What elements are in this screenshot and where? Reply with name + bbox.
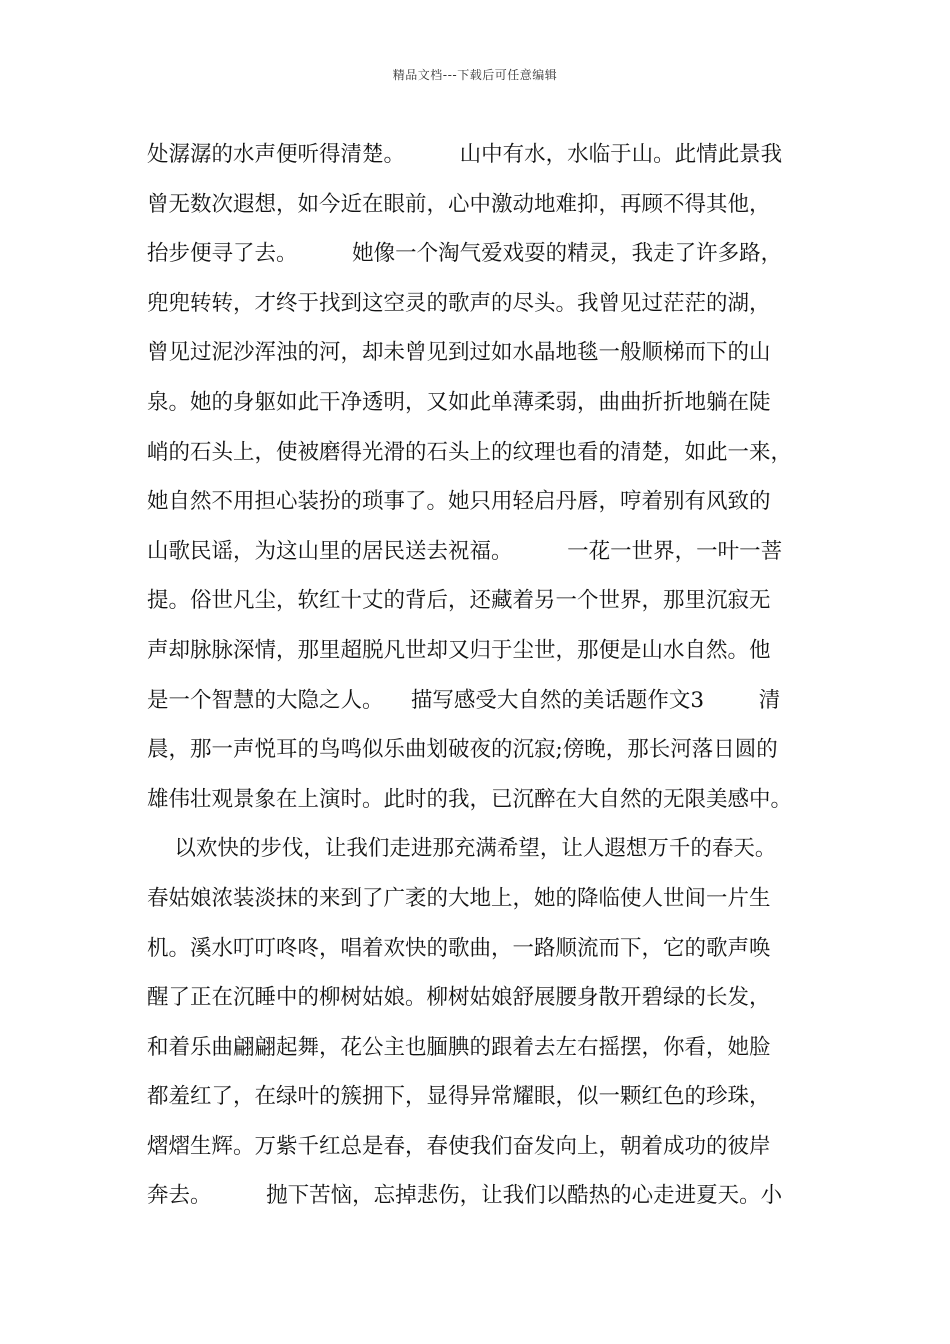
- text-line: 处潺潺的水声便听得清楚。 山中有水，水临于山。此情此景我: [147, 142, 783, 167]
- text-line: 曾见过泥沙浑浊的河，却未曾见到过如水晶地毯一般顺梯而下的山: [147, 340, 771, 366]
- text-line: 和着乐曲翩翩起舞，花公主也腼腆的跟着去左右摇摆，你看，她脸: [147, 1034, 771, 1060]
- text-line: 晨，那一声悦耳的鸟鸣似乐曲划破夜的沉寂;傍晚，那长河落日圆的: [147, 737, 778, 763]
- text-line: 曾无数次遐想，如今近在眼前，心中激动地难抑，再顾不得其他，: [147, 191, 771, 217]
- text-line: 抬步便寻了去。 她像一个淘气爱戏耍的精灵，我走了许多路，: [147, 241, 783, 267]
- text-line: 是一个智慧的大隐之人。 描写感受大自然的美话题作文3 清: [147, 687, 781, 713]
- text-line: 奔去。 抛下苦恼，忘掉悲伤，让我们以酷热的心走进夏天。小: [147, 1183, 783, 1209]
- text-line: 峭的石头上，使被磨得光滑的石头上的纹理也看的清楚，如此一来，: [147, 439, 793, 465]
- text-line: 泉。她的身躯如此干净透明，又如此单薄柔弱，曲曲折折地躺在陡: [147, 389, 771, 415]
- text-line: 都羞红了，在绿叶的簇拥下，显得异常耀眼，似一颗红色的珍珠，: [147, 1084, 771, 1110]
- text-line: 兜兜转转，才终于找到这空灵的歌声的尽头。我曾见过茫茫的湖，: [147, 290, 771, 316]
- text-line: 山歌民谣，为这山里的居民送去祝福。 一花一世界，一叶一菩: [147, 538, 783, 564]
- text-line: 她自然不用担心装扮的琐事了。她只用轻启丹唇，哼着别有风致的: [147, 489, 771, 515]
- text-line: 提。俗世凡尘，软红十丈的背后，还藏着另一个世界，那里沉寂无: [147, 588, 771, 614]
- text-line: 雄伟壮观景象在上演时。此时的我，已沉醉在大自然的无限美感中。: [147, 786, 793, 812]
- document-body: [147, 130, 827, 1221]
- page-header: 精品文档---下载后可任意编辑: [392, 68, 558, 82]
- text-line: 声却脉脉深情，那里超脱凡世却又归于尘世，那便是山水自然。他: [147, 637, 771, 663]
- text-line: 醒了正在沉睡中的柳树姑娘。柳树姑娘舒展腰身散开碧绿的长发，: [147, 985, 771, 1011]
- text-line: 春姑娘浓装淡抹的来到了广袤的大地上，她的降临使人世间一片生: [147, 885, 771, 911]
- text-line: 熠熠生辉。万紫千红总是春，春使我们奋发向上，朝着成功的彼岸: [147, 1133, 771, 1159]
- text-line: 机。溪水叮叮咚咚，唱着欢快的歌曲，一路顺流而下，它的歌声唤: [147, 935, 771, 961]
- text-line: 以欢快的步伐，让我们走进那充满希望，让人遐想万千的春天。: [147, 836, 777, 862]
